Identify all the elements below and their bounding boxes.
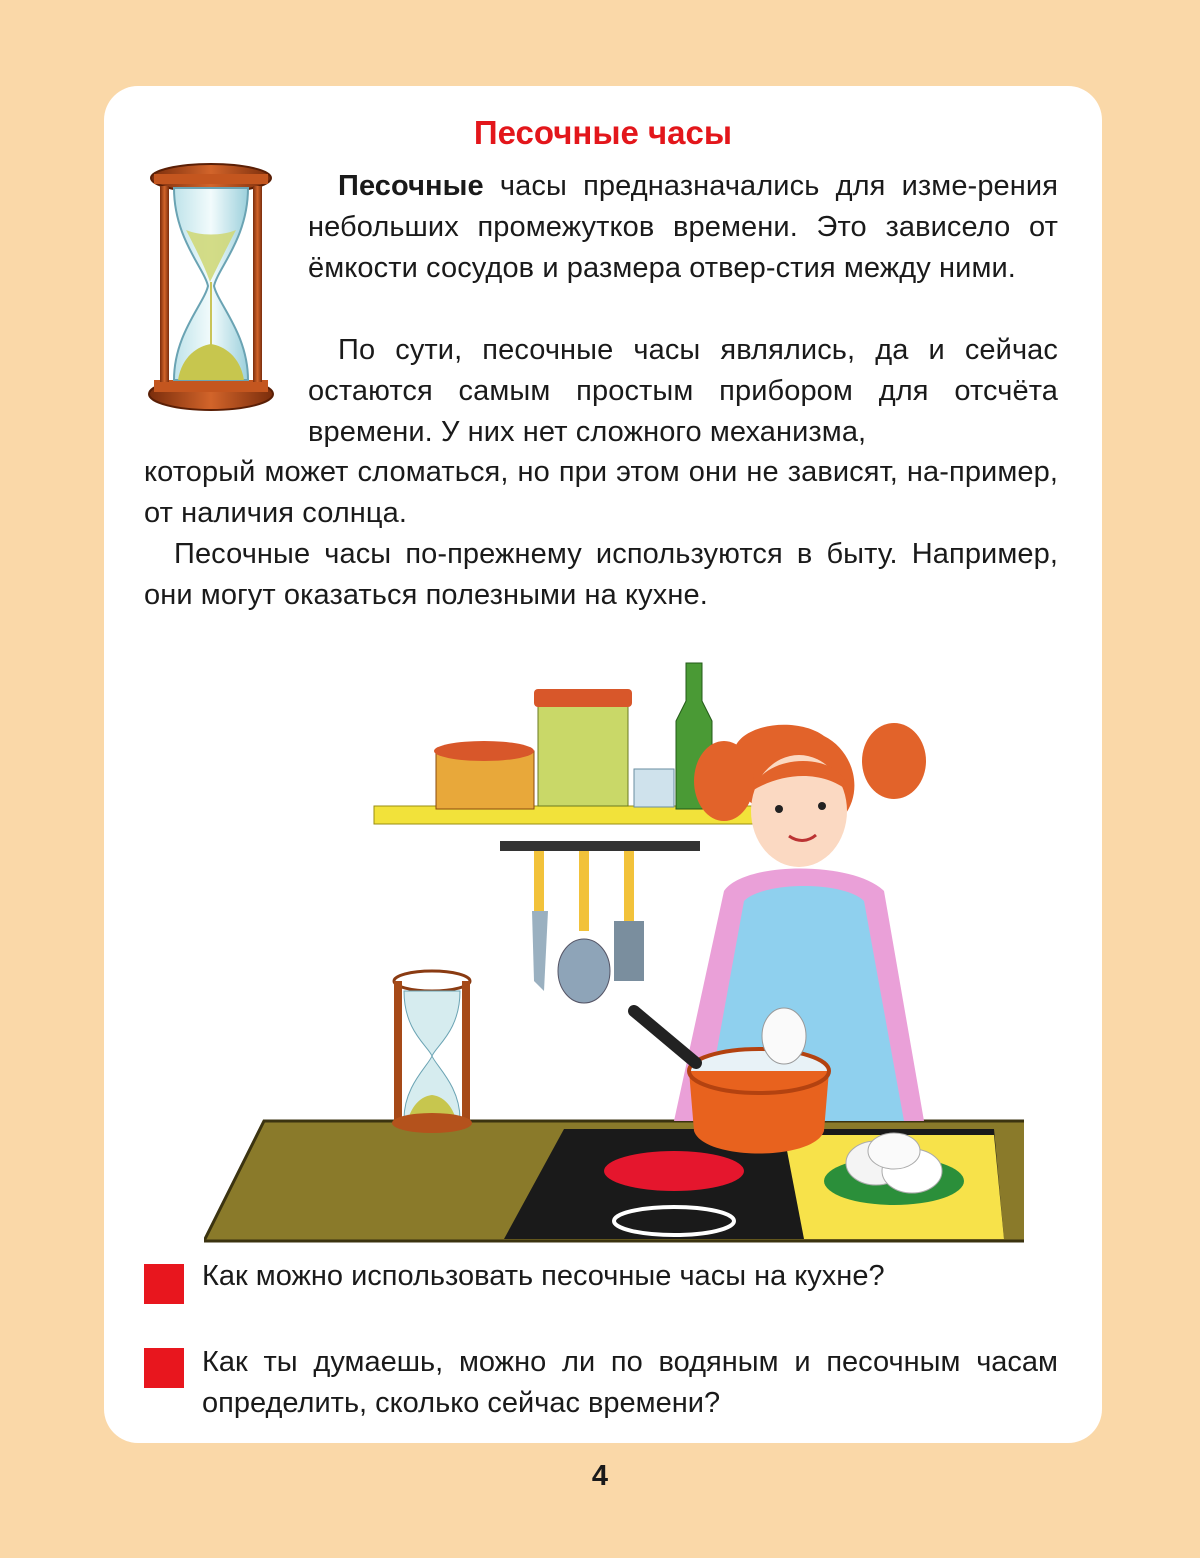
- question-2: Как ты думаешь, можно ли по водяным и песочным часам определить, сколько сейчас времени?: [202, 1346, 1058, 1419]
- question-bullet: [144, 1264, 184, 1304]
- content-card: [104, 86, 1102, 1443]
- question-1: Как можно использовать песочные часы на кухне?: [202, 1260, 885, 1292]
- page-number: 4: [591, 1460, 609, 1492]
- page-title: Песочные часы: [473, 114, 733, 151]
- kitchen-scene-illustration: [204, 641, 1024, 1301]
- paragraph-1-text: часы предназначались для изме-рения небольших промежутков времени. Это зависело от ёмкости сосудов и размера отвер-стия между ними.: [308, 170, 1058, 284]
- question-bullet: [144, 1348, 184, 1388]
- paragraph-3-text: Песочные часы по-прежнему используются в быту. Например, они могут оказаться полезными на кухне.: [144, 538, 1058, 611]
- paragraph-2-text: По сути, песочные часы являлись, да и сейчас остаются самым простым прибором для отсчёта времени. У них нет сложного механизма,: [308, 334, 1058, 448]
- hourglass-icon: [146, 158, 276, 418]
- paragraph-2-continuation: который может сломаться, но при этом они не зависят, на-пример, от наличия солнца.: [144, 456, 1058, 529]
- term-highlight: Песочные: [338, 170, 484, 202]
